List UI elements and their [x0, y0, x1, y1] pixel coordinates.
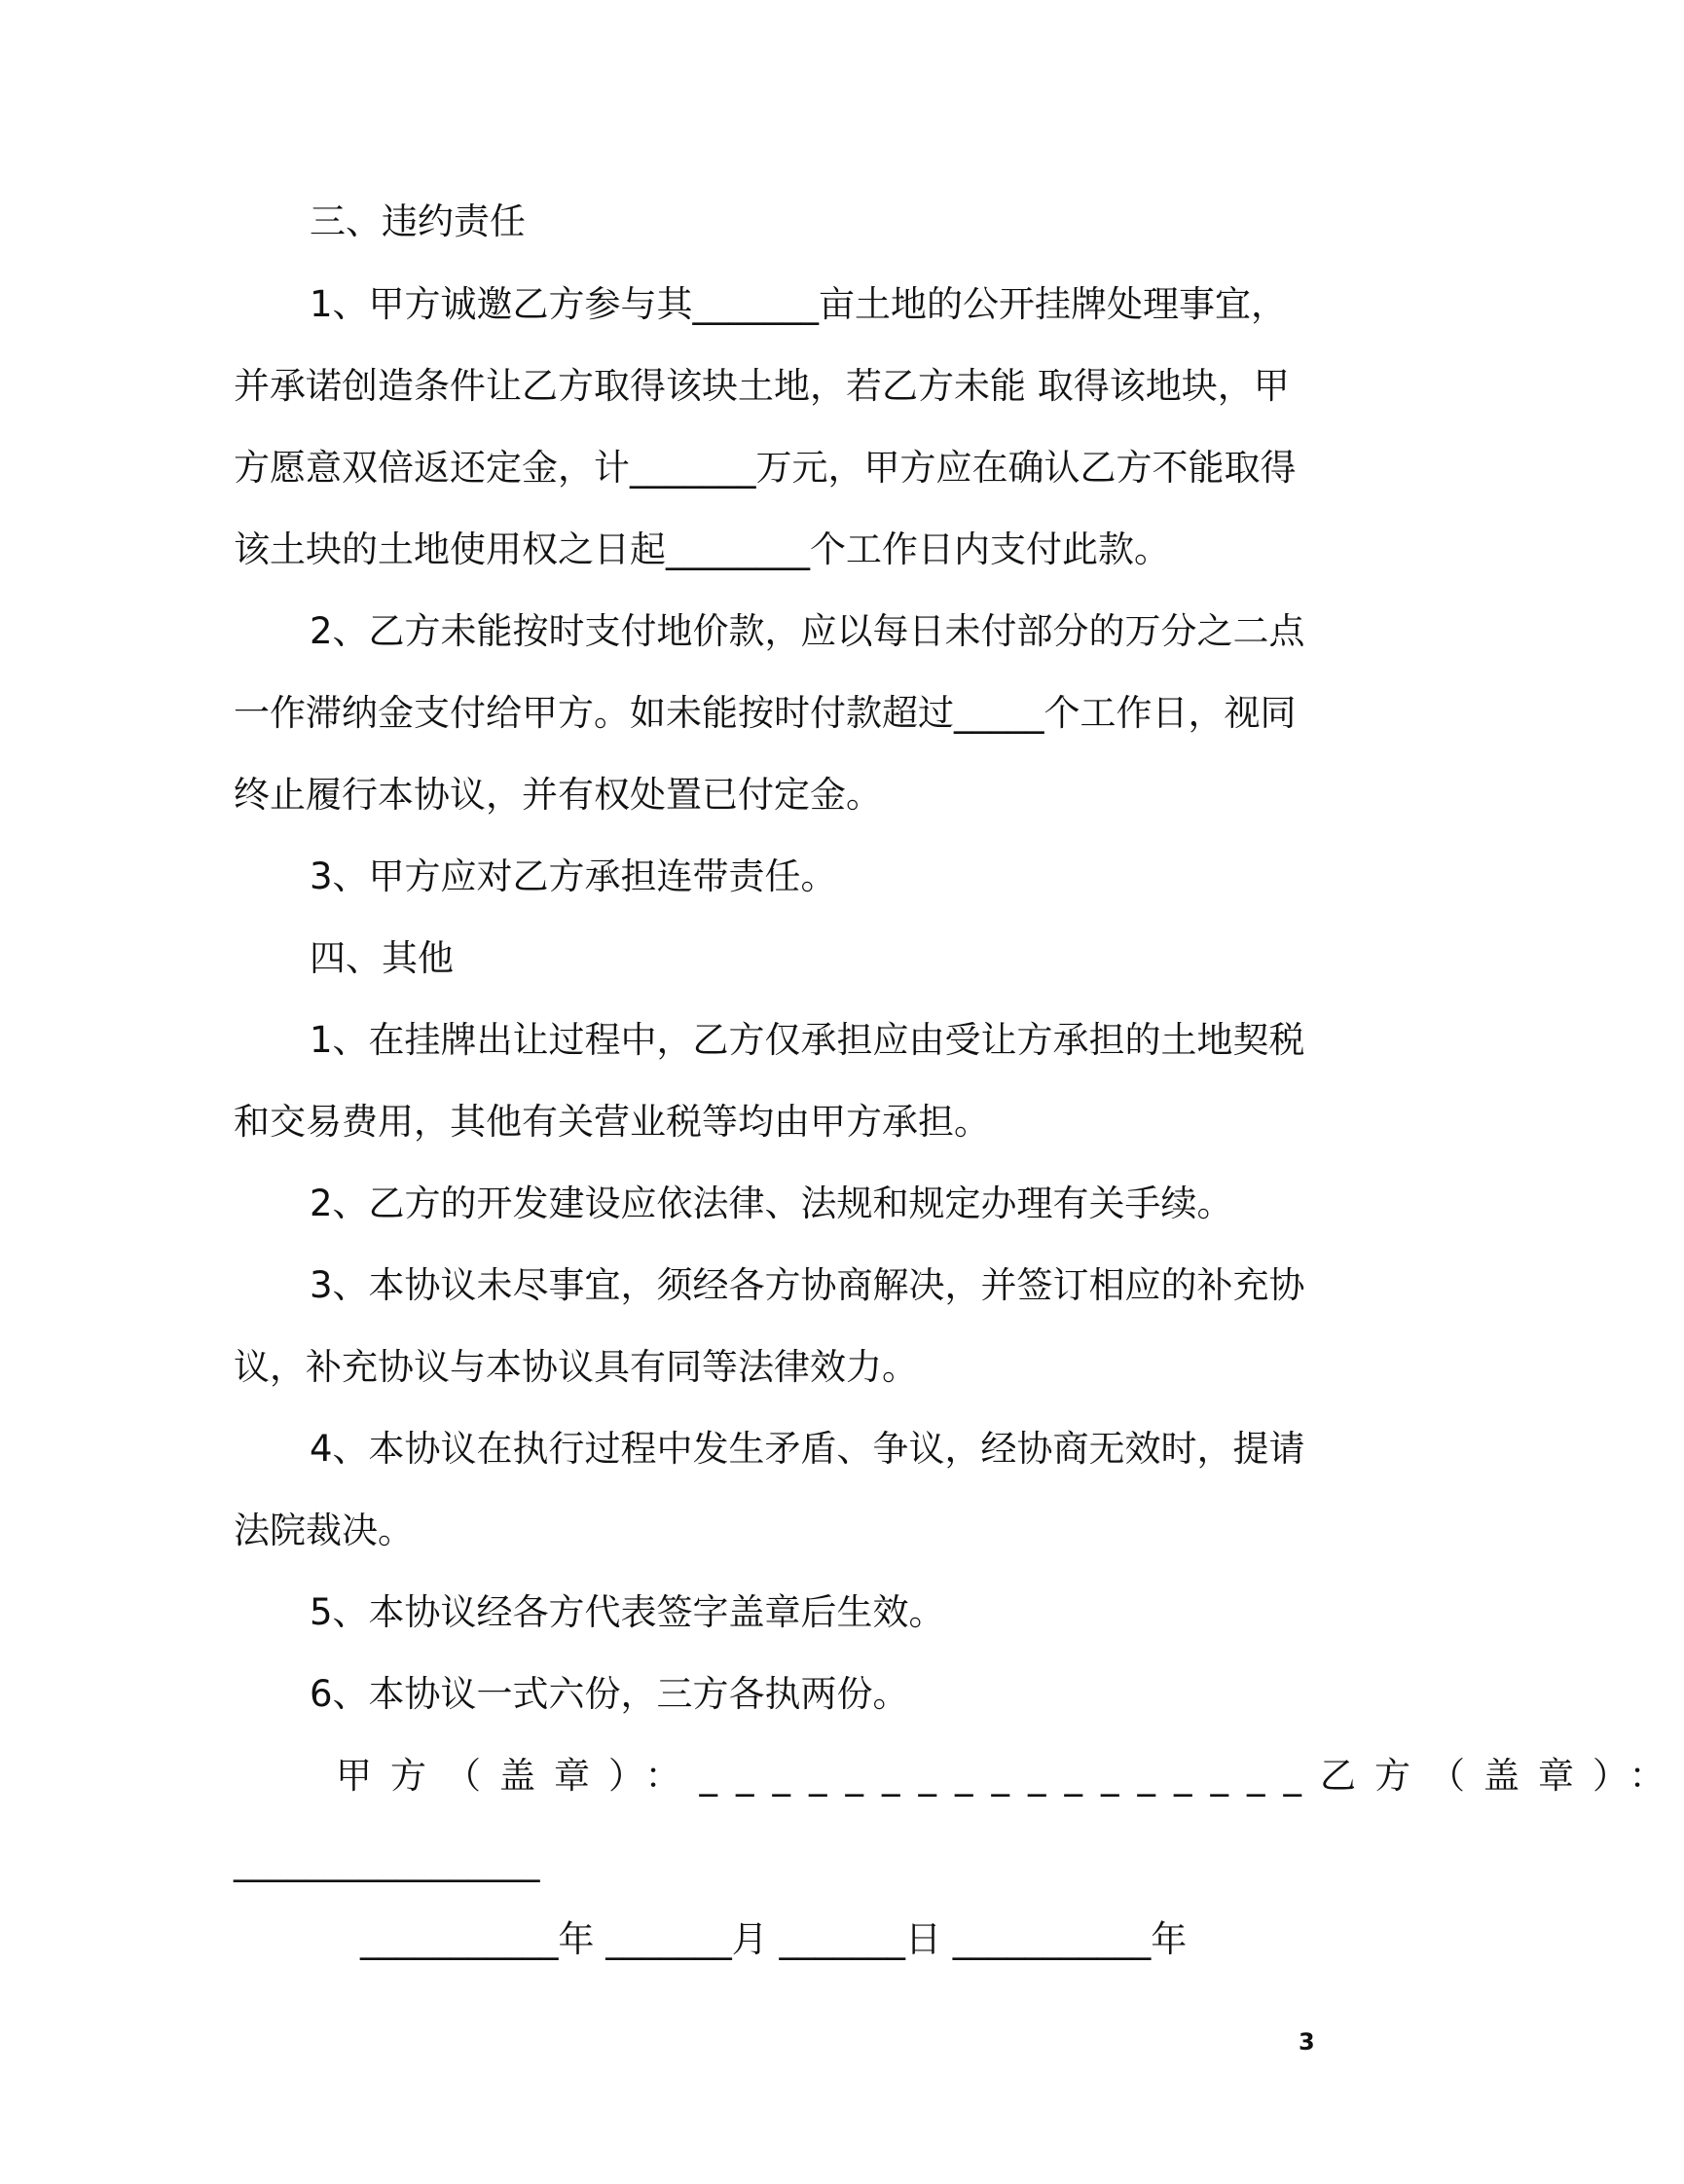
- paragraph-line: 法院裁决。: [234, 1510, 414, 1551]
- paragraph-line: 1、甲方诚邀乙方参与其_______亩土地的公开挂牌处理事宜，: [310, 283, 1288, 325]
- section-heading-breach: 三、违约责任: [310, 200, 526, 242]
- paragraph-line: 3、本协议未尽事宜，须经各方协商解决，并签订相应的补充协: [310, 1264, 1305, 1306]
- paragraph-line: 并承诺创造条件让乙方取得该块土地，若乙方未能 取得该地块，甲: [234, 365, 1290, 407]
- page-number: 3: [1299, 2028, 1315, 2056]
- paragraph-line: 一作滞纳金支付给甲方。如未能按时付款超过_____个工作日，视同: [234, 692, 1297, 734]
- paragraph-line: 5、本协议经各方代表签字盖章后生效。: [310, 1591, 945, 1633]
- paragraph-line: 方愿意双倍返还定金，计_______万元，甲方应在确认乙方不能取得: [234, 447, 1297, 489]
- paragraph-line: 2、乙方未能按时支付地价款，应以每日未付部分的万分之二点: [310, 610, 1305, 652]
- paragraph-line: 终止履行本协议，并有权处置已付定金。: [234, 774, 882, 816]
- paragraph-line: 6、本协议一式六份，三方各执两份。: [310, 1673, 909, 1715]
- paragraph-line: 3、甲方应对乙方承担连带责任。: [310, 855, 837, 897]
- paragraph-line: 1、在挂牌出让过程中，乙方仅承担应由受让方承担的土地契税: [310, 1019, 1305, 1061]
- section-heading-other: 四、其他: [310, 937, 454, 979]
- paragraph-line: 该土块的土地使用权之日起________个工作日内支付此款。: [234, 528, 1170, 570]
- signature-line: 甲方（盖章）：_________________乙方（盖章）：: [336, 1755, 1684, 1797]
- paragraph-line: 和交易费用，其他有关营业税等均由甲方承担。: [234, 1101, 990, 1143]
- date-line: ___________年 _______月 _______日 ___________年: [360, 1918, 1188, 1960]
- paragraph-line: 4、本协议在执行过程中发生矛盾、争议，经协商无效时，提请: [310, 1428, 1305, 1470]
- paragraph-line: 议，补充协议与本协议具有同等法律效力。: [234, 1346, 918, 1388]
- signature-blank: _________________: [234, 1840, 540, 1882]
- paragraph-line: 2、乙方的开发建设应依法律、法规和规定办理有关手续。: [310, 1183, 1233, 1224]
